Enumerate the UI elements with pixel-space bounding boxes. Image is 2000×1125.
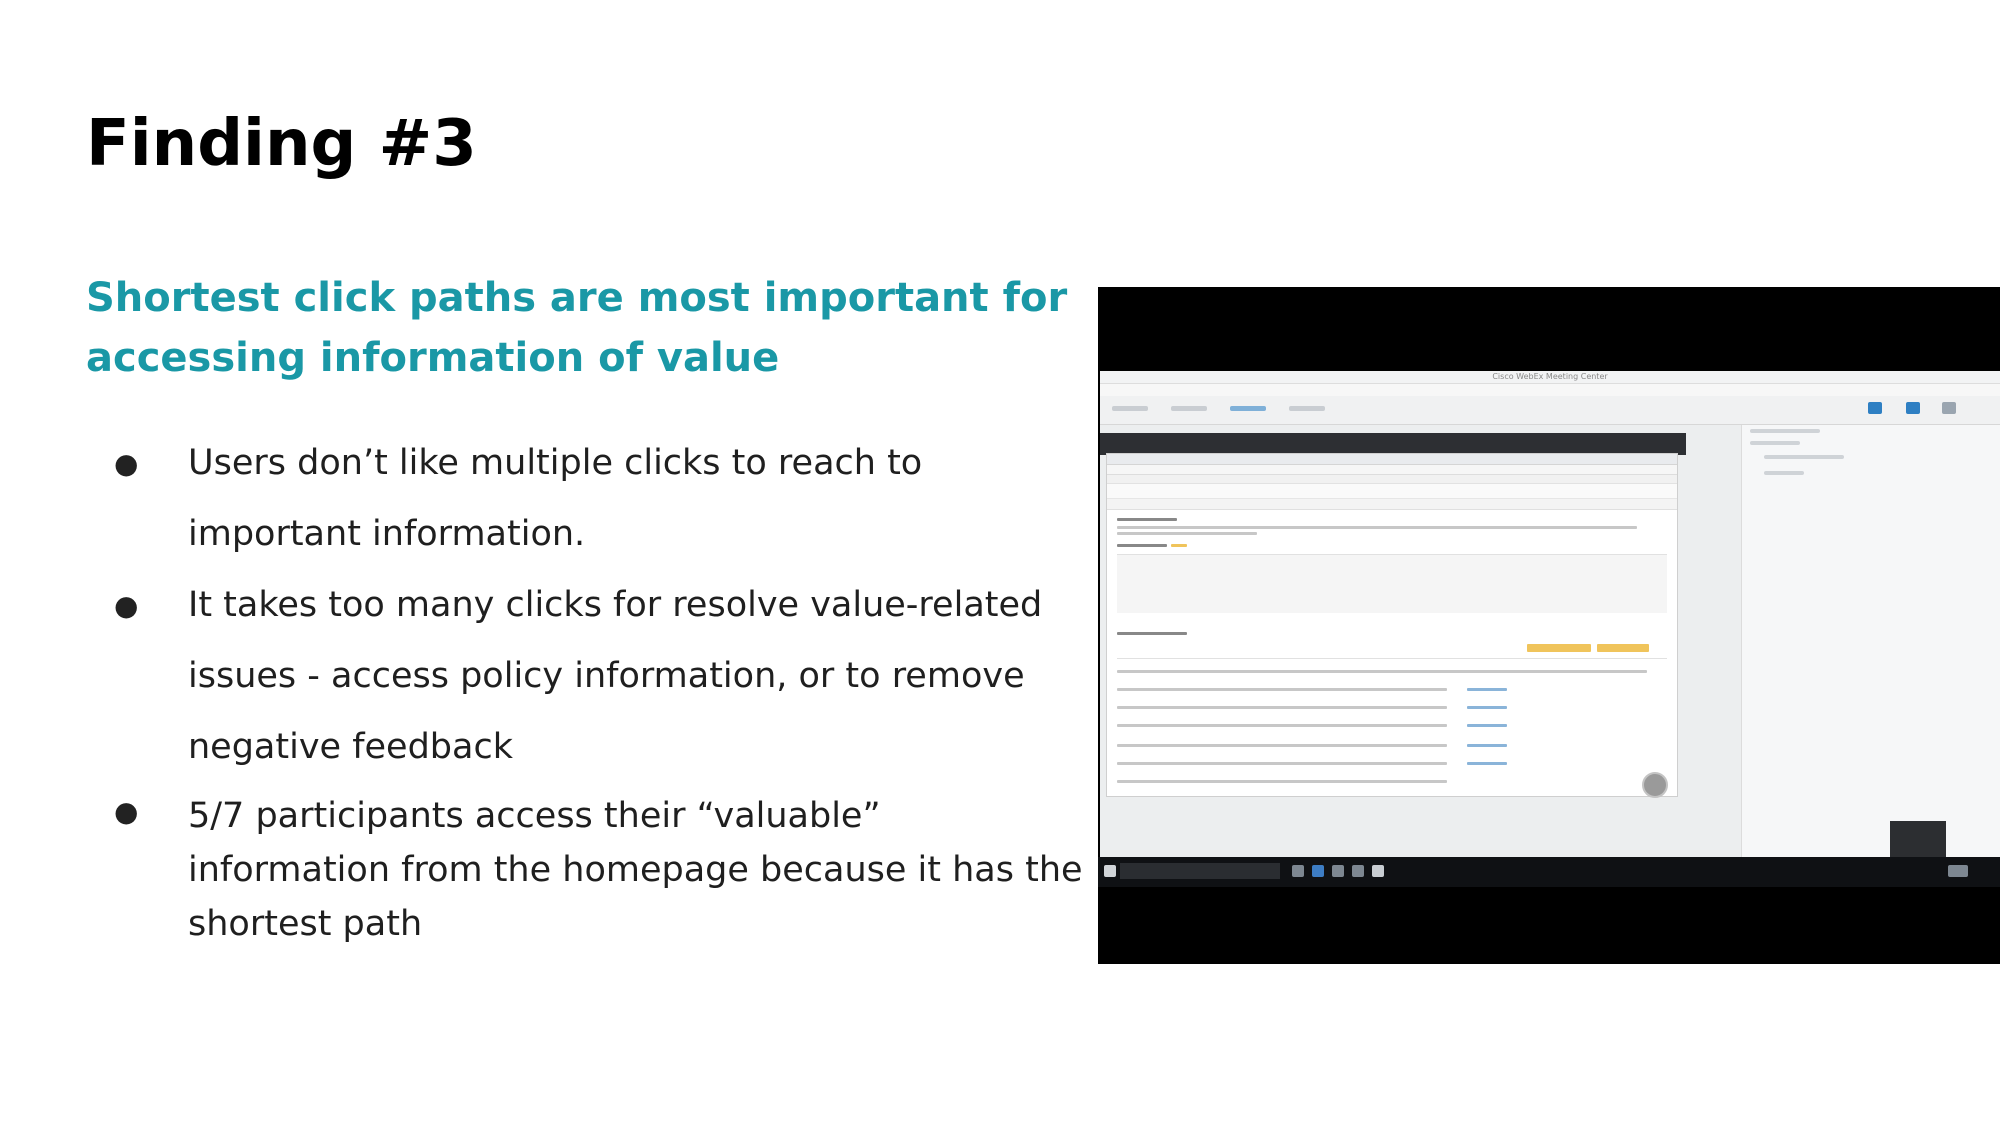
browser-bookmarks [1107, 475, 1677, 484]
webex-tab-bar [1100, 396, 2000, 425]
window-title: Cisco WebEx Meeting Center [1100, 371, 2000, 384]
embedded-screenshot [1098, 287, 2000, 964]
bullet-item [86, 570, 1086, 783]
bullet-text: It takes too many clicks for resolve value-related issues - access policy information, or to remove negative feedback [188, 585, 1043, 767]
bullet-text: 5/7 participants access their “valuable” information from the homepage because it has the shortest path [188, 796, 1083, 944]
bullet-marker: ● [114, 447, 139, 480]
webex-tab [1230, 406, 1266, 411]
clock-icon [1948, 865, 1968, 877]
webex-tab [1112, 406, 1148, 411]
file-explorer-icon [1332, 865, 1344, 877]
site-header [1107, 484, 1677, 499]
participants-icon [1868, 402, 1882, 414]
table-row [1467, 688, 1507, 691]
bullet-marker: ● [114, 795, 139, 828]
bullet-item [86, 428, 1086, 570]
windows-start-icon [1104, 865, 1116, 877]
table-row [1117, 724, 1447, 727]
shared-screen-toolbar [1100, 433, 1686, 455]
bullet-marker: ● [114, 589, 139, 622]
table-row [1117, 762, 1447, 765]
bullet-item [86, 789, 1086, 951]
table-row [1467, 706, 1507, 709]
task-view-icon [1292, 865, 1304, 877]
table-row [1117, 706, 1447, 709]
panel-line [1764, 455, 1844, 459]
taskbar-search [1120, 863, 1280, 879]
windows-taskbar [1098, 857, 2000, 887]
panel-line [1750, 441, 1800, 445]
scroll-button-icon [1642, 772, 1668, 798]
text-line [1117, 518, 1177, 521]
yellow-button [1527, 644, 1591, 652]
yellow-button [1597, 644, 1649, 652]
table-row [1117, 688, 1447, 691]
text-line [1117, 632, 1187, 635]
site-menu [1107, 499, 1677, 510]
shared-browser-window [1106, 453, 1678, 797]
browser-toolbar [1107, 454, 1677, 465]
text-line [1117, 544, 1167, 547]
text-line [1117, 532, 1257, 535]
participants-panel [1741, 425, 2000, 865]
chat-icon [1906, 402, 1920, 414]
table-row [1117, 744, 1447, 747]
webex-taskbar-icon [1372, 865, 1384, 877]
feedback-rating-table [1117, 554, 1667, 613]
table-row [1467, 744, 1507, 747]
window-menu-bar [1100, 384, 2000, 396]
panel-line [1764, 471, 1804, 475]
more-icon [1942, 402, 1956, 414]
browser-url-bar [1107, 465, 1677, 475]
taskbar-popup [1890, 821, 1946, 857]
slide-subtitle: Shortest click paths are most important for accessing information of value [86, 275, 1068, 381]
table-row [1117, 780, 1447, 783]
table-row [1117, 670, 1647, 673]
edge-icon [1312, 865, 1324, 877]
table-row [1467, 724, 1507, 727]
table-row [1467, 762, 1507, 765]
text-line [1171, 544, 1187, 547]
text-line [1117, 526, 1637, 529]
webex-tab [1171, 406, 1207, 411]
store-icon [1352, 865, 1364, 877]
slide-title: Finding #3 [86, 107, 477, 181]
bullet-list [86, 428, 1086, 951]
panel-line [1750, 429, 1820, 433]
bullet-text: Users don’t like multiple clicks to reach to important information. [188, 443, 923, 554]
webex-tab [1289, 406, 1325, 411]
